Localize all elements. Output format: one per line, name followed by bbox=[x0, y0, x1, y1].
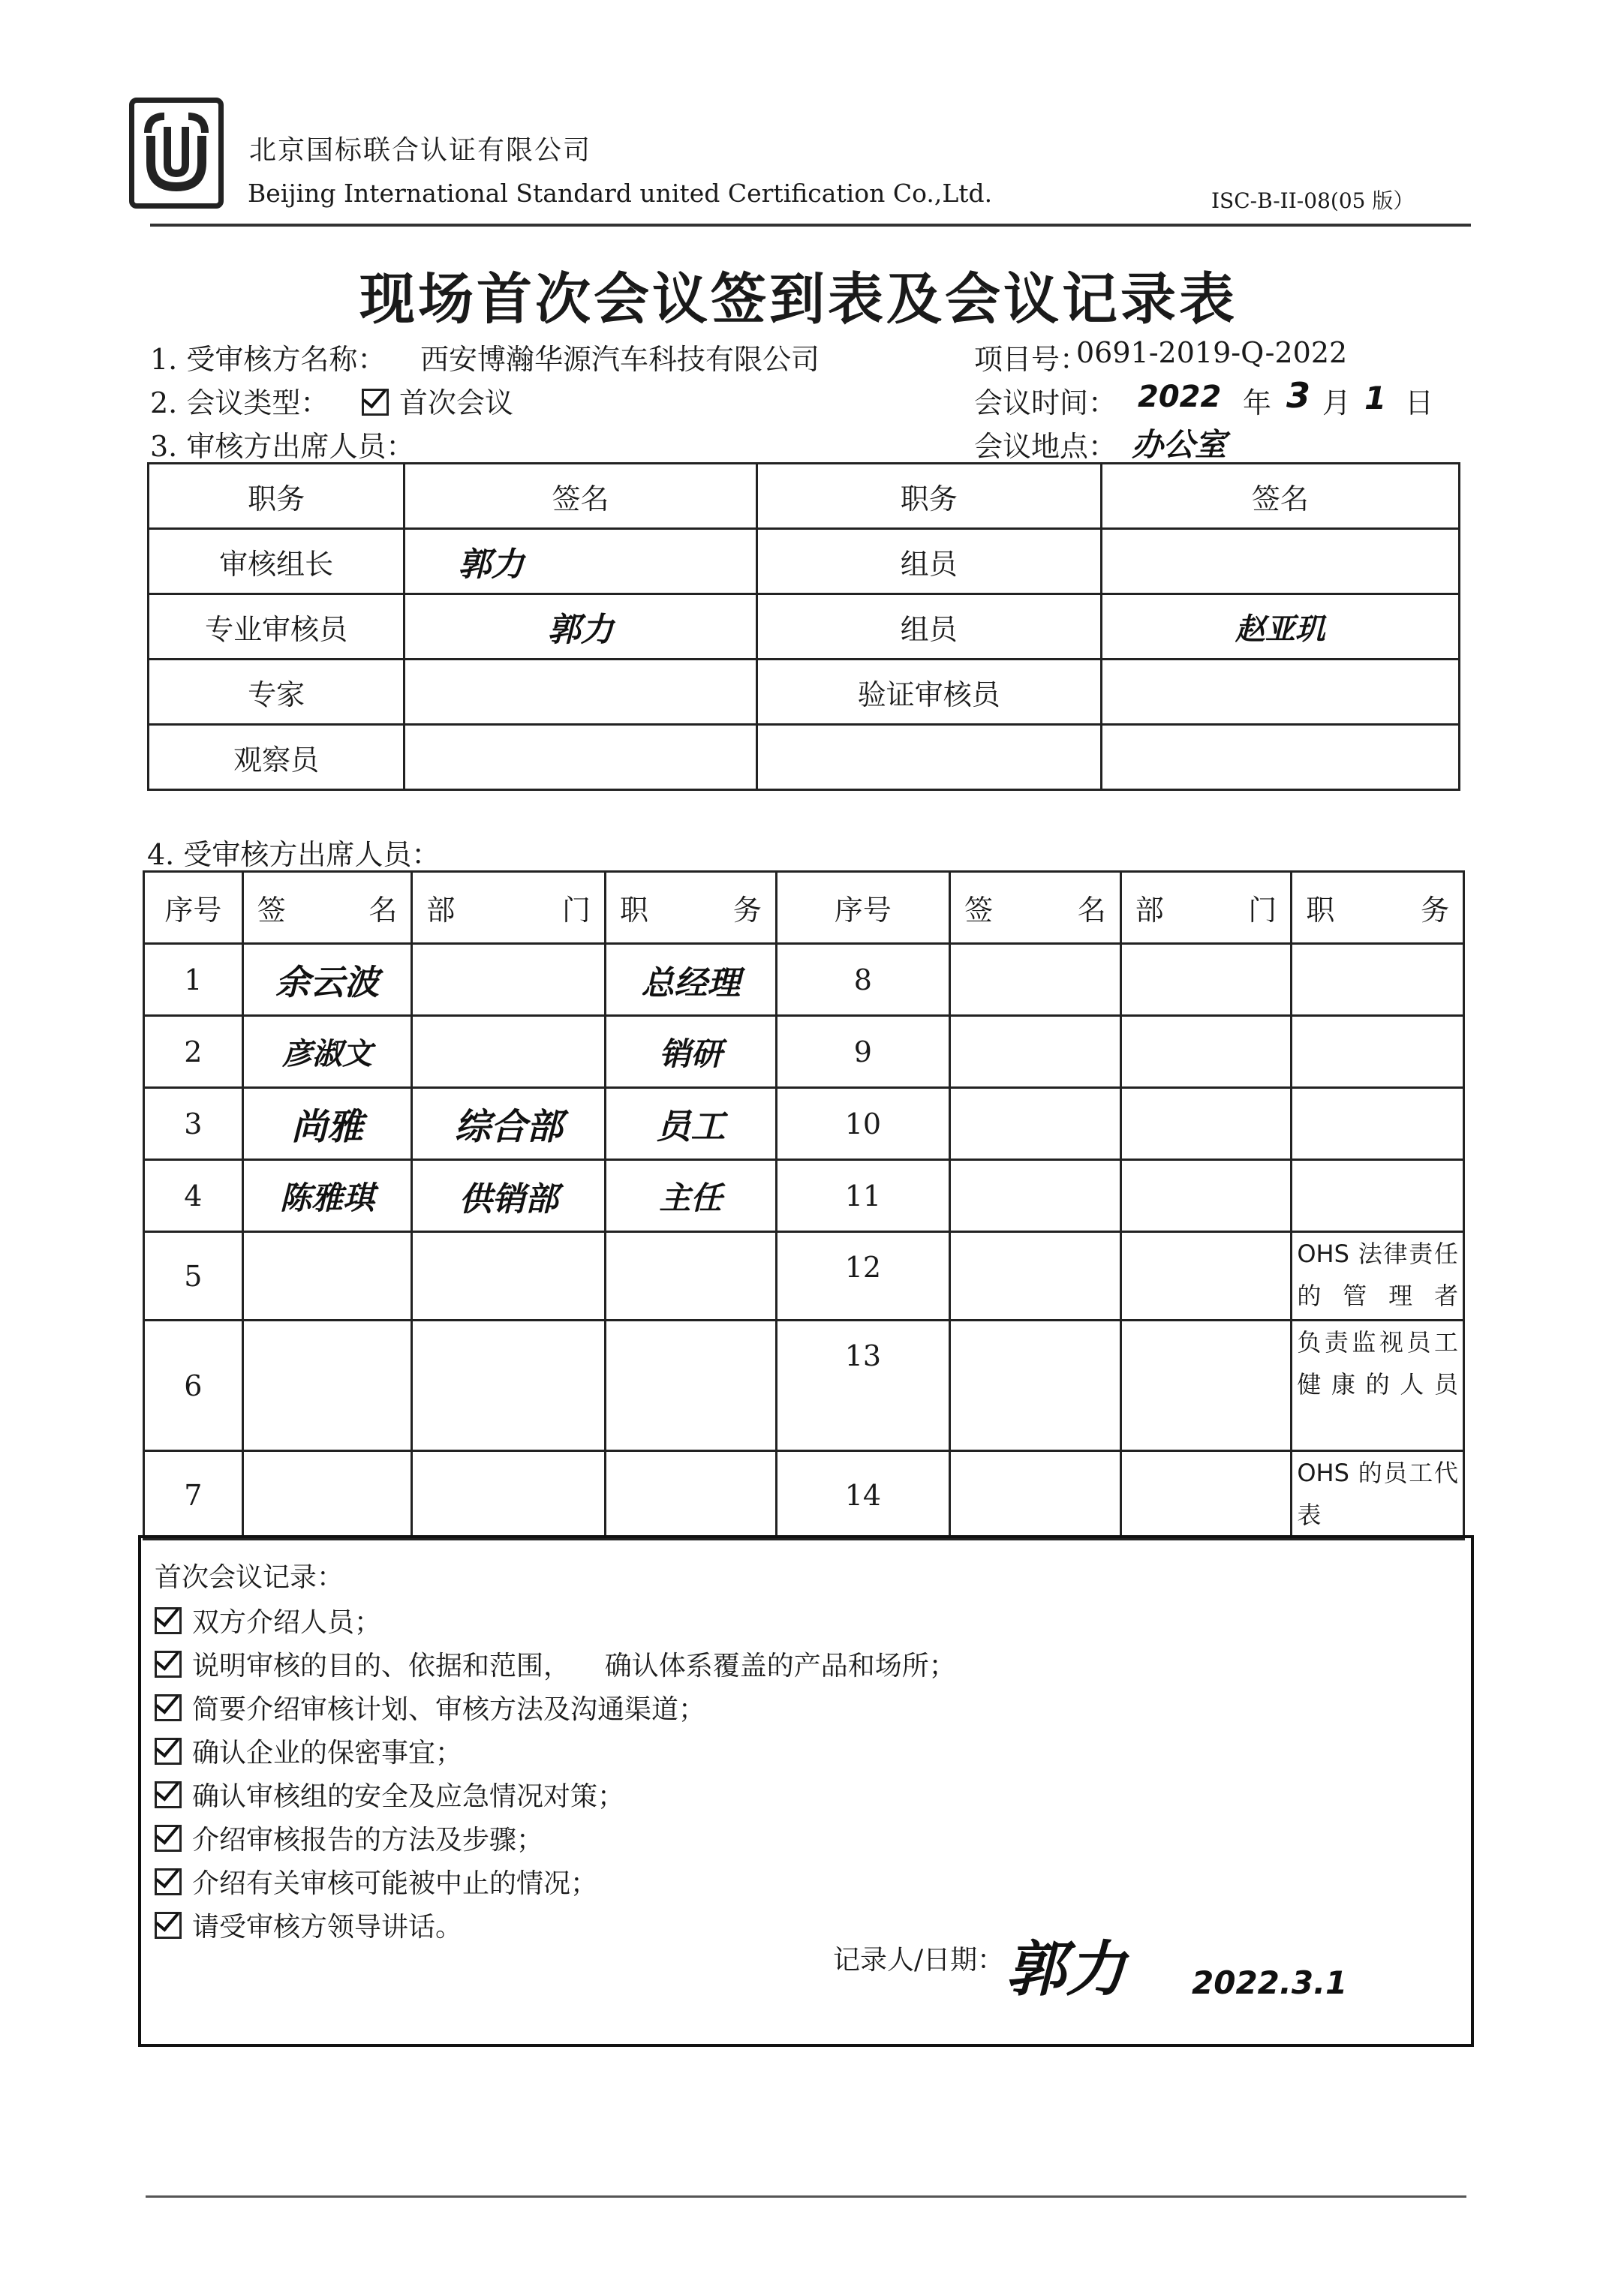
signature-cell: 郭力 bbox=[405, 594, 756, 660]
meeting-time-year: 2022 bbox=[1138, 380, 1222, 414]
signature-cell: 赵亚玑 bbox=[1101, 594, 1459, 660]
auditee-attendees-label: 4. 受审核方出席人员： bbox=[147, 838, 441, 871]
auditee-name-label: 1. 受审核方名称： bbox=[150, 343, 386, 376]
signature-cell bbox=[1101, 725, 1459, 790]
row-number: 4 bbox=[144, 1160, 243, 1232]
signature-cell bbox=[1101, 660, 1459, 725]
records-title: 首次会议记录： bbox=[155, 1562, 344, 1593]
signature-cell bbox=[1101, 529, 1459, 594]
row-number: 9 bbox=[776, 1016, 949, 1088]
column-header-dept: 部 门 bbox=[412, 872, 606, 944]
role-cell bbox=[1292, 944, 1464, 1016]
column-header: 职务 bbox=[149, 464, 405, 529]
header-divider bbox=[150, 224, 1471, 227]
department-cell bbox=[1120, 1088, 1292, 1160]
role-cell bbox=[606, 1451, 777, 1540]
column-header-role: 职 务 bbox=[1292, 872, 1464, 944]
department-cell bbox=[1120, 1232, 1292, 1321]
row-number: 14 bbox=[776, 1451, 949, 1540]
recorder-label: 记录人/日期： bbox=[833, 1945, 1005, 1976]
auditor-attendance-table bbox=[147, 462, 1460, 791]
row-number: 2 bbox=[144, 1016, 243, 1088]
row-number: 7 bbox=[144, 1451, 243, 1540]
record-item: 介绍审核报告的方法及步骤； bbox=[155, 1819, 543, 1857]
auditor-attendees-label: 3. 审核方出席人员： bbox=[150, 430, 415, 463]
role-cell: 总经理 bbox=[606, 944, 777, 1016]
column-header-dept: 部 门 bbox=[1120, 872, 1292, 944]
signature-cell bbox=[950, 1232, 1121, 1321]
signature-cell bbox=[950, 1088, 1121, 1160]
table-row bbox=[144, 1321, 1464, 1451]
column-header-sign: 签 名 bbox=[242, 872, 412, 944]
column-header-no: 序号 bbox=[144, 872, 243, 944]
record-item: 介绍有关审核可能被中止的情况； bbox=[155, 1862, 597, 1901]
department-cell bbox=[412, 944, 606, 1016]
signature-cell bbox=[950, 1016, 1121, 1088]
table-row bbox=[144, 1232, 1464, 1321]
role-cell: 组员 bbox=[756, 529, 1101, 594]
department-cell: 供销部 bbox=[412, 1160, 606, 1232]
role-cell bbox=[1292, 1016, 1464, 1088]
meeting-time-day: 1 bbox=[1364, 380, 1387, 416]
meeting-place-value: 办公室 bbox=[1132, 426, 1227, 463]
company-name-cn: 北京国标联合认证有限公司 bbox=[249, 135, 592, 166]
signature-cell bbox=[405, 660, 756, 725]
table-row bbox=[149, 725, 1460, 790]
department-cell: 综合部 bbox=[412, 1088, 606, 1160]
row-number: 5 bbox=[144, 1232, 243, 1321]
signature-cell bbox=[242, 1232, 412, 1321]
table-row bbox=[149, 660, 1460, 725]
column-header: 签名 bbox=[1101, 464, 1459, 529]
signature-cell: 尚雅 bbox=[242, 1088, 412, 1160]
checkbox-checked-icon bbox=[362, 389, 389, 416]
checkbox-checked-icon bbox=[155, 1738, 182, 1765]
checkbox-checked-icon bbox=[155, 1868, 182, 1895]
page-title: 现场首次会议签到表及会议记录表 bbox=[359, 267, 1238, 332]
project-number-value: 0691-2019-Q-2022 bbox=[1076, 336, 1348, 369]
role-cell bbox=[1292, 1088, 1464, 1160]
recorder-signature: 郭力 bbox=[1006, 1934, 1126, 2004]
table-row bbox=[144, 944, 1464, 1016]
record-item: 确认企业的保密事宜； bbox=[155, 1732, 462, 1770]
meeting-place-label: 会议地点： bbox=[974, 430, 1117, 463]
table-row bbox=[144, 1451, 1464, 1540]
checkbox-checked-icon bbox=[155, 1694, 182, 1721]
table-row bbox=[144, 1016, 1464, 1088]
table-header-row bbox=[149, 464, 1460, 529]
signature-cell bbox=[950, 1160, 1121, 1232]
role-cell: 观察员 bbox=[149, 725, 405, 790]
auditee-name-value: 西安博瀚华源汽车科技有限公司 bbox=[420, 343, 820, 376]
department-cell bbox=[412, 1451, 606, 1540]
signature-cell bbox=[950, 1321, 1121, 1451]
role-cell: 组员 bbox=[756, 594, 1101, 660]
department-cell bbox=[1120, 944, 1292, 1016]
table-row bbox=[149, 529, 1460, 594]
department-cell bbox=[1120, 1451, 1292, 1540]
row-number: 8 bbox=[776, 944, 949, 1016]
role-cell bbox=[606, 1321, 777, 1451]
department-cell bbox=[412, 1232, 606, 1321]
checkbox-checked-icon bbox=[155, 1825, 182, 1852]
role-cell bbox=[606, 1232, 777, 1321]
meeting-time-year-unit: 年 bbox=[1243, 386, 1272, 419]
meeting-type-checkbox bbox=[362, 380, 513, 421]
row-number: 1 bbox=[144, 944, 243, 1016]
role-cell: 销研 bbox=[606, 1016, 777, 1088]
signature-cell: 郭力 bbox=[405, 529, 756, 594]
row-number: 10 bbox=[776, 1088, 949, 1160]
record-item: 确认审核组的安全及应急情况对策； bbox=[155, 1775, 624, 1814]
signature-cell bbox=[405, 725, 756, 790]
row-number: 12 bbox=[776, 1232, 949, 1321]
role-cell: 负责监视员工健康的人员 bbox=[1292, 1321, 1464, 1451]
meeting-time-label: 会议时间： bbox=[974, 386, 1117, 419]
checkbox-checked-icon bbox=[155, 1781, 182, 1808]
role-cell: 专家 bbox=[149, 660, 405, 725]
signature-cell bbox=[242, 1321, 412, 1451]
table-row bbox=[144, 1088, 1464, 1160]
row-number: 3 bbox=[144, 1088, 243, 1160]
signature-cell: 余云波 bbox=[242, 944, 412, 1016]
project-number-label: 项目号： bbox=[974, 343, 1089, 376]
footer-divider bbox=[146, 2195, 1466, 2198]
meeting-time-day-unit: 日 bbox=[1405, 386, 1434, 419]
role-cell: 员工 bbox=[606, 1088, 777, 1160]
role-cell: 专业审核员 bbox=[149, 594, 405, 660]
record-item: 说明审核的目的、依据和范围， 确认体系覆盖的产品和场所； bbox=[155, 1645, 956, 1683]
column-header: 签名 bbox=[405, 464, 756, 529]
role-cell: 主任 bbox=[606, 1160, 777, 1232]
meeting-type-value: 首次会议 bbox=[399, 386, 514, 419]
row-number: 11 bbox=[776, 1160, 949, 1232]
signature-cell bbox=[950, 1451, 1121, 1540]
record-item: 双方介绍人员； bbox=[155, 1601, 381, 1639]
company-name-en: Beijing International Standard united Certification Co.,Ltd. bbox=[248, 179, 993, 208]
role-cell: OHS 的员工代表 bbox=[1292, 1451, 1464, 1540]
column-header-sign: 签 名 bbox=[950, 872, 1121, 944]
record-item: 简要介绍审核计划、审核方法及沟通渠道； bbox=[155, 1688, 705, 1727]
role-cell bbox=[756, 725, 1101, 790]
column-header-role: 职 务 bbox=[606, 872, 777, 944]
meeting-time-month: 3 bbox=[1286, 375, 1311, 416]
role-cell bbox=[1292, 1160, 1464, 1232]
department-cell bbox=[412, 1321, 606, 1451]
signature-cell bbox=[242, 1451, 412, 1540]
signature-cell: 陈雅琪 bbox=[242, 1160, 412, 1232]
table-row bbox=[149, 594, 1460, 660]
signature-cell bbox=[950, 944, 1121, 1016]
department-cell bbox=[1120, 1160, 1292, 1232]
department-cell bbox=[412, 1016, 606, 1088]
column-header-no: 序号 bbox=[776, 872, 949, 944]
checkbox-checked-icon bbox=[155, 1651, 182, 1678]
meeting-type-label: 2. 会议类型： bbox=[150, 386, 329, 419]
table-header-row bbox=[144, 872, 1464, 944]
row-number: 6 bbox=[144, 1321, 243, 1451]
department-cell bbox=[1120, 1016, 1292, 1088]
meeting-time-month-unit: 月 bbox=[1322, 386, 1352, 419]
role-cell: 验证审核员 bbox=[756, 660, 1101, 725]
checkbox-checked-icon bbox=[155, 1607, 182, 1634]
company-logo-icon bbox=[129, 98, 224, 209]
column-header: 职务 bbox=[756, 464, 1101, 529]
role-cell: 审核组长 bbox=[149, 529, 405, 594]
row-number: 13 bbox=[776, 1321, 949, 1451]
table-row bbox=[144, 1160, 1464, 1232]
department-cell bbox=[1120, 1321, 1292, 1451]
signature-cell: 彦淑文 bbox=[242, 1016, 412, 1088]
auditee-attendance-table bbox=[143, 870, 1465, 1540]
document-code: ISC-B-II-08(05 版） bbox=[1211, 188, 1415, 213]
checkbox-checked-icon bbox=[155, 1912, 182, 1939]
recorder-date: 2022.3.1 bbox=[1192, 1964, 1348, 2001]
record-item: 请受审核方领导讲话。 bbox=[155, 1906, 462, 1944]
role-cell: OHS 法律责任的管理者 bbox=[1292, 1232, 1464, 1321]
